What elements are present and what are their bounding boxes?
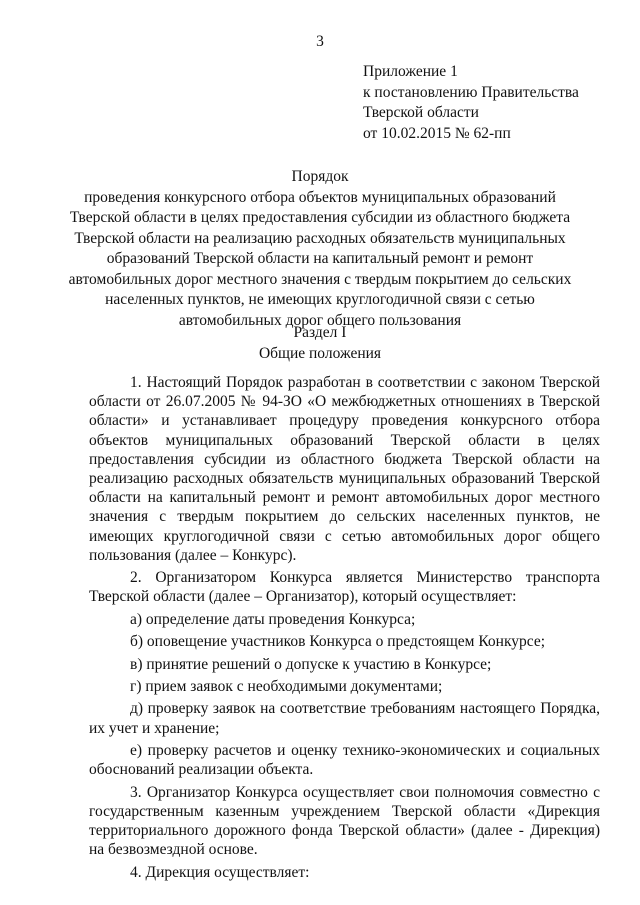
list-item-d: д) проверку заявок на соответствие требованиям настоящего Порядка, их учет и хранение; bbox=[89, 700, 600, 737]
page-number: 3 bbox=[316, 33, 324, 50]
appendix-block bbox=[363, 62, 579, 144]
paragraph-3: 3. Организатор Конкурса осуществляет свои полномочия совместно с государственным казенным учреждением Тверской области «Дирекция территориального дорожного фонда Тверской области» (далее - Дирекция) на безвозмездной основе. bbox=[89, 783, 600, 859]
title-line: автомобильных дорог общего пользования bbox=[178, 311, 462, 329]
list-item-g: г) прием заявок с необходимыми документами; bbox=[130, 677, 443, 695]
title-line: населенных пунктов, не имеющих круглогодичной связи с сетью bbox=[105, 291, 535, 308]
appendix-line: к постановлению Правительства bbox=[363, 83, 579, 101]
list-item-v: в) принятие решений о допуске к участию в Конкурсе; bbox=[130, 655, 492, 673]
title-line: проведения конкурсного отбора объектов муниципальных образований bbox=[84, 188, 556, 206]
section-number: Раздел I bbox=[293, 324, 347, 341]
document-body bbox=[89, 373, 600, 885]
paragraph-4: 4. Дирекция осуществляет: bbox=[130, 863, 310, 881]
appendix-line: от 10.02.2015 № 62-пп bbox=[363, 124, 511, 142]
title-line: образований Тверской области на капитальный ремонт и ремонт bbox=[106, 250, 534, 267]
appendix-line: Тверской области bbox=[363, 104, 479, 121]
list-item-a: а) определение даты проведения Конкурса; bbox=[130, 610, 416, 628]
paragraph-2: 2. Организатором Конкурса является Министерство транспорта Тверской области (далее – Организатор), который осуществляет: bbox=[89, 569, 600, 606]
title-heading: Порядок bbox=[291, 168, 349, 185]
document-title bbox=[0, 167, 640, 331]
section-name: Общие положения bbox=[258, 345, 382, 362]
title-line: Тверской области на реализацию расходных обязательств муниципальных bbox=[74, 229, 566, 247]
section-heading bbox=[0, 322, 640, 364]
list-item-b: б) оповещение участников Конкурса о предстоящем Конкурсе; bbox=[130, 633, 546, 651]
paragraph-1: 1. Настоящий Порядок разработан в соответствии с законом Тверской области от 26.07.2005 № 94-ЗО «О межбюджетных отношениях в Тверской области» и устанавливает процедуру проведения конкурсного отбора объектов муниципальных образований Тверской области в целях предоставления субсидии из областного бюджета Тверской области на реализацию расходных обязательств муниципальных образований Тверской области на капитальный ремонт и ремонт автомобильных дорог местного значения с твердым покрытием до сельских населенных пунктов, не имеющих круглогодичной связи с сетью автомобильных дорог общего пользования (далее – Конкурс). bbox=[89, 374, 600, 564]
appendix-line: Приложение 1 bbox=[363, 63, 458, 80]
title-line: автомобильных дорог местного значения с твердым покрытием до сельских bbox=[68, 270, 572, 288]
title-line: Тверской области в целях предоставления субсидии из областного бюджета bbox=[69, 209, 571, 226]
list-item-e: е) проверку расчетов и оценку технико-экономических и социальных обоснований реализации объекта. bbox=[89, 741, 600, 779]
